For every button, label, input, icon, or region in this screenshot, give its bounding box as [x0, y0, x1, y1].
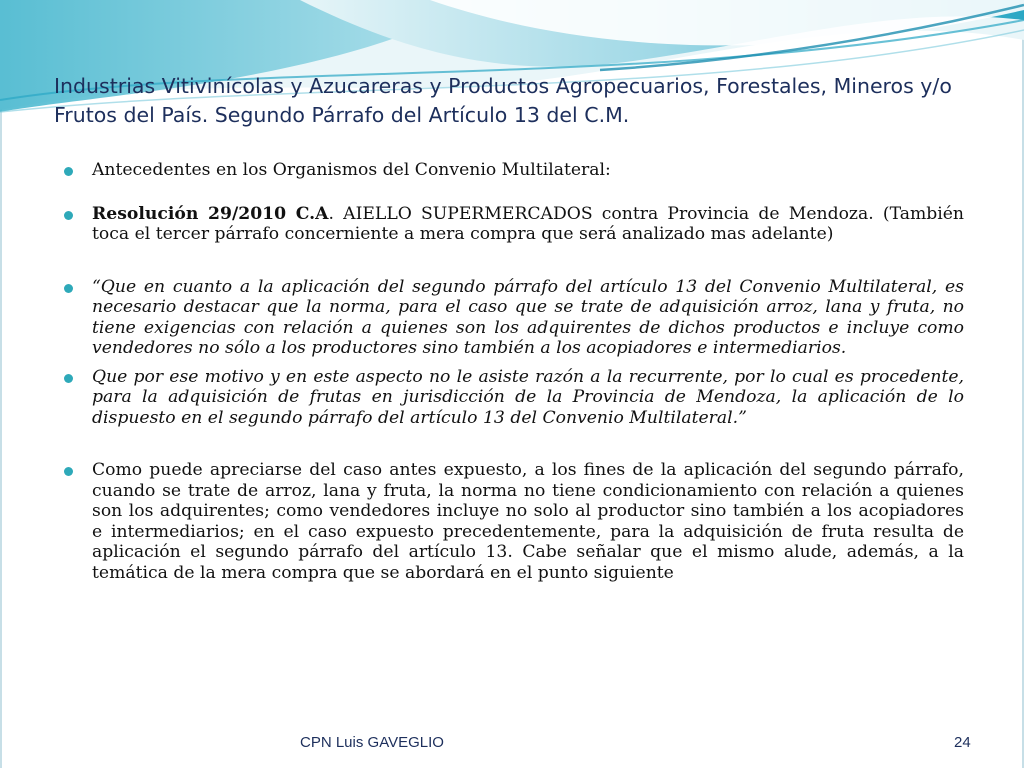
bullet-text: . AIELLO SUPERMERCADOS contra Provincia de Mendoza. (También toca el tercer párrafo concerniente a mera compra que será analizado mas adelante)	[92, 203, 964, 244]
bullet-item	[62, 277, 964, 359]
bullet-item	[62, 160, 964, 181]
quote-text: “Que en cuanto a la aplicación del segundo párrafo del artículo 13 del Convenio Multilateral, es necesario destacar que la norma, para el caso que se trate de adquisición arroz, lana y fruta, no tiene exigencias con relación a quienes son los adquirentes de dichos productos e incluye como vendedores no sólo a los productores sino también a los acopiadores e intermediarios.	[92, 276, 964, 358]
bullet-dot-icon	[64, 167, 73, 176]
resolution-reference: Resolución 29/2010 C.A	[92, 203, 329, 224]
bullet-dot-icon	[64, 467, 73, 476]
footer-author: CPN Luis GAVEGLIO	[300, 734, 444, 751]
slide-title: Industrias Vitivinícolas y Azucareras y Productos Agropecuarios, Forestales, Mineros y/o Frutos del País. Segundo Párrafo del Artículo 13 del C.M.	[54, 74, 952, 127]
page-number: 24	[954, 734, 971, 751]
bullet-dot-icon	[64, 284, 73, 293]
bullet-item	[62, 367, 964, 429]
bullet-text: Antecedentes en los Organismos del Convenio Multilateral:	[92, 160, 611, 180]
bullet-text: Como puede apreciarse del caso antes expuesto, a los fines de la aplicación del segundo párrafo, cuando se trate de arroz, lana y fruta, la norma no tiene condicionamiento con relación a quienes son los adquirentes; como vendedores incluye no solo al productor sino también a los acopiadores e intermediarios; en el caso expuesto precedentemente, para la adquisición de fruta resulta de aplicación el segundo párrafo del artículo 13. Cabe señalar que el mismo alude, además, a la temática de la mera compra que se abordará en el punto siguiente	[92, 460, 964, 583]
slide-body	[62, 160, 964, 583]
bullet-item	[62, 204, 964, 245]
bullet-dot-icon	[64, 374, 73, 383]
bullet-dot-icon	[64, 211, 73, 220]
bullet-item	[62, 460, 964, 583]
quote-text: Que por ese motivo y en este aspecto no le asiste razón a la recurrente, por lo cual es procedente, para la adquisición de frutas en jurisdicción de la Provincia de Mendoza, la aplicación de lo dispuesto en el segundo párrafo del artículo 13 del Convenio Multilateral.”	[92, 366, 964, 428]
